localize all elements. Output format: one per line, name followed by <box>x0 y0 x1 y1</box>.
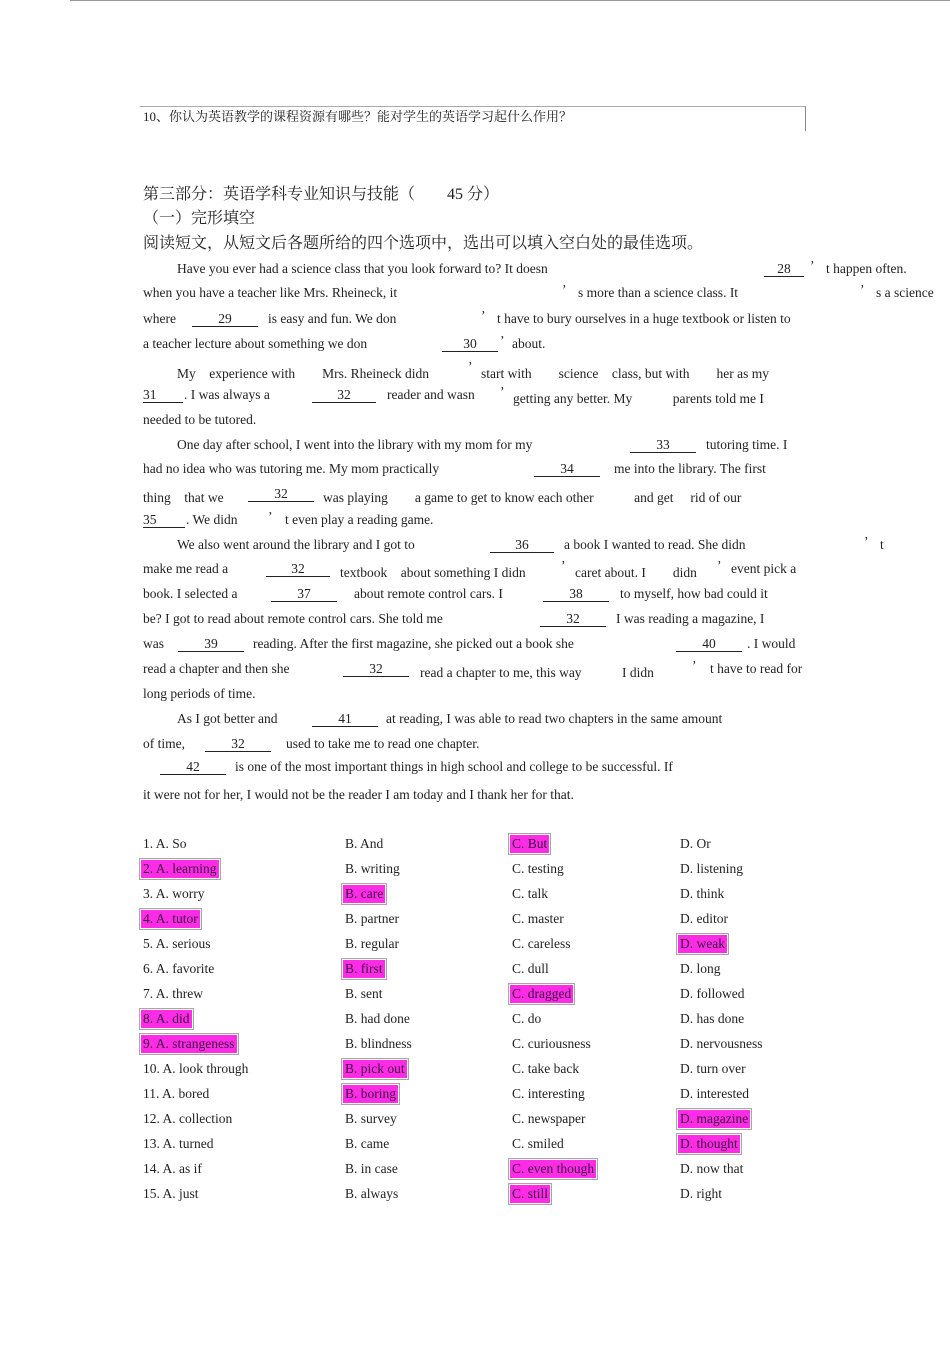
apostrophe: ’ <box>860 282 865 297</box>
apostrophe: ’ <box>717 558 722 573</box>
blank-31: 31 <box>143 387 183 403</box>
passage-text: when you have a teacher like Mrs. Rheineck, it <box>143 285 398 300</box>
option-12-a: 12. A. collection <box>143 1111 233 1126</box>
passage-text: where <box>143 311 176 326</box>
passage-text: is one of the most important things in high school and college to be successful. If <box>235 759 673 774</box>
blank-28: 28 <box>764 261 804 277</box>
blank-32: 32 <box>540 611 606 627</box>
option-10-a: 10. A. look through <box>143 1061 249 1076</box>
apostrophe: ’ <box>468 359 473 374</box>
option-13-d-highlighted: D. thought <box>680 1136 738 1151</box>
option-13-c: C. smiled <box>512 1136 564 1151</box>
option-5-c: C. careless <box>512 936 571 951</box>
passage-text: is easy and fun. We don <box>268 311 397 326</box>
blank-32: 32 <box>205 736 271 752</box>
blank-33: 33 <box>630 437 696 453</box>
section-title: （一）完形填空 <box>143 210 256 227</box>
option-3-a: 3. A. worry <box>143 886 205 901</box>
passage-text: t <box>880 537 884 552</box>
passage-text: s a science <box>876 285 934 300</box>
blank-40: 40 <box>676 636 742 652</box>
part-3-title: 第三部分：英语学科专业知识与技能（ 45 分） <box>143 186 500 203</box>
passage-text: My experience with Mrs. Rheineck didn <box>177 366 429 381</box>
passage-text: it were not for her, I would not be the reader I am today and I thank her for that. <box>143 787 574 802</box>
passage-text: used to take me to read one chapter. <box>286 736 480 751</box>
passage-text: long periods of time. <box>143 686 256 701</box>
passage-text: had no idea who was tutoring me. My mom practically <box>143 461 440 476</box>
instructions: 阅读短文，从短文后各题所给的四个选项中，选出可以填入空白处的最佳选项。 <box>143 235 704 252</box>
option-8-c: C. do <box>512 1011 542 1026</box>
option-4-a-highlighted: 4. A. tutor <box>143 911 198 926</box>
option-8-b: B. had done <box>345 1011 410 1026</box>
passage-text: I was reading a magazine, I <box>616 611 765 626</box>
top-rule <box>70 0 950 1</box>
option-2-b: B. writing <box>345 861 400 876</box>
passage-text: a book I wanted to read. She didn <box>564 537 746 552</box>
option-10-d: D. turn over <box>680 1061 746 1076</box>
option-10-c: C. take back <box>512 1061 580 1076</box>
question-10: 10、你认为英语教学的课程资源有哪些？能对学生的英语学习起什么作用？ <box>143 109 573 124</box>
apostrophe: ’ <box>864 534 869 549</box>
passage-text: was playing a game to get to know each other and get rid of our <box>323 490 742 505</box>
option-8-a-highlighted: 8. A. did <box>143 1011 190 1026</box>
passage-text: t have to bury ourselves in a huge textbook or listen to <box>497 311 791 326</box>
option-9-d: D. nervousness <box>680 1036 763 1051</box>
passage-text: textbook about something I didn <box>340 565 526 580</box>
passage-text: book. I selected a <box>143 586 238 601</box>
option-1-b: B. And <box>345 836 384 851</box>
passage-text: Have you ever had a science class that you look forward to? It doesn <box>177 261 548 276</box>
option-7-b: B. sent <box>345 986 383 1001</box>
passage-text: about remote control cars. I <box>354 586 503 601</box>
option-6-b-highlighted: B. first <box>345 961 383 976</box>
option-9-b: B. blindness <box>345 1036 412 1051</box>
option-1-c-highlighted: C. But <box>512 836 548 851</box>
option-13-a: 13. A. turned <box>143 1136 214 1151</box>
passage-text: One day after school, I went into the library with my mom for my <box>177 437 533 452</box>
option-13-b: B. came <box>345 1136 390 1151</box>
option-11-c: C. interesting <box>512 1086 585 1101</box>
passage-text: be? I got to read about remote control cars. She told me <box>143 611 443 626</box>
option-15-c-highlighted: C. still <box>512 1186 549 1201</box>
apostrophe: ’ <box>500 333 505 348</box>
option-15-d: D. right <box>680 1186 722 1201</box>
option-6-a: 6. A. favorite <box>143 961 215 976</box>
option-14-a: 14. A. as if <box>143 1161 202 1176</box>
passage-text: We also went around the library and I got to <box>177 537 415 552</box>
option-12-d-highlighted: D. magazine <box>680 1111 749 1126</box>
passage-text: start with science class, but with her as my <box>481 366 769 381</box>
blank-41: 41 <box>312 711 378 727</box>
apostrophe: ’ <box>810 258 815 273</box>
passage-text: at reading, I was able to read two chapters in the same amount <box>386 711 723 726</box>
blank-30: 30 <box>442 336 498 352</box>
blank-32: 32 <box>266 561 330 577</box>
option-15-a: 15. A. just <box>143 1186 199 1201</box>
blank-39: 39 <box>178 636 244 652</box>
passage-text: about. <box>512 336 546 351</box>
passage-text: thing that we <box>143 490 224 505</box>
option-11-a: 11. A. bored <box>143 1086 210 1101</box>
apostrophe: ’ <box>692 658 697 673</box>
passage-text: getting any better. My parents told me I <box>513 391 764 406</box>
option-2-c: C. testing <box>512 861 564 876</box>
passage-text: a teacher lecture about something we don <box>143 336 368 351</box>
blank-29: 29 <box>192 311 258 327</box>
passage-text: . I would <box>747 636 796 651</box>
option-7-a: 7. A. threw <box>143 986 203 1001</box>
passage-text: make me read a <box>143 561 229 576</box>
blank-36: 36 <box>490 537 554 553</box>
blank-32: 32 <box>312 387 376 403</box>
option-5-b: B. regular <box>345 936 399 951</box>
option-3-d: D. think <box>680 886 725 901</box>
apostrophe: ’ <box>268 509 273 524</box>
passage-text: read a chapter and then she <box>143 661 290 676</box>
passage-text: t have to read for <box>710 661 803 676</box>
passage-text: me into the library. The first <box>614 461 766 476</box>
option-15-b: B. always <box>345 1186 399 1201</box>
option-14-c-highlighted: C. even though <box>512 1161 595 1176</box>
blank-38: 38 <box>543 586 609 602</box>
option-2-d: D. listening <box>680 861 743 876</box>
passage-text: As I got better and <box>177 711 278 726</box>
option-7-c-highlighted: C. dragged <box>512 986 572 1001</box>
option-12-b: B. survey <box>345 1111 397 1126</box>
option-3-b-highlighted: B. care <box>345 886 384 901</box>
blank-34: 34 <box>534 461 600 477</box>
option-12-c: C. newspaper <box>512 1111 586 1126</box>
blank-35: 35 <box>143 512 185 528</box>
blank-32: 32 <box>248 486 314 502</box>
option-10-b-highlighted: B. pick out <box>345 1061 405 1076</box>
blank-37: 37 <box>271 586 337 602</box>
passage-text: was <box>143 636 164 651</box>
option-4-d: D. editor <box>680 911 728 926</box>
blank-32: 32 <box>343 661 409 677</box>
option-9-a-highlighted: 9. A. strangeness <box>143 1036 235 1051</box>
option-7-d: D. followed <box>680 986 745 1001</box>
passage-text: tutoring time. I <box>706 437 788 452</box>
option-5-a: 5. A. serious <box>143 936 211 951</box>
passage-text: read a chapter to me, this way I didn <box>420 665 654 680</box>
apostrophe: ’ <box>561 558 566 573</box>
apostrophe: ’ <box>500 384 505 399</box>
passage-text: to myself, how bad could it <box>620 586 768 601</box>
passage-text: s more than a science class. It <box>578 285 739 300</box>
option-11-d: D. interested <box>680 1086 749 1101</box>
option-11-b-highlighted: B. boring <box>345 1086 397 1101</box>
apostrophe: ’ <box>481 308 486 323</box>
option-9-c: C. curiousness <box>512 1036 591 1051</box>
option-6-c: C. dull <box>512 961 549 976</box>
passage-text: needed to be tutored. <box>143 412 257 427</box>
option-4-c: C. master <box>512 911 564 926</box>
passage-text: of time, <box>143 736 185 751</box>
passage-text: event pick a <box>731 561 797 576</box>
passage-text: reader and wasn <box>387 387 475 402</box>
passage-text: . I was always a <box>184 387 270 402</box>
passage-text: t happen often. <box>826 261 907 276</box>
option-1-d: D. Or <box>680 836 711 851</box>
blank-42: 42 <box>160 759 226 775</box>
option-14-b: B. in case <box>345 1161 398 1176</box>
passage-text: caret about. I didn <box>575 565 697 580</box>
option-14-d: D. now that <box>680 1161 744 1176</box>
passage-text: . We didn <box>186 512 238 527</box>
apostrophe: ’ <box>562 282 567 297</box>
option-6-d: D. long <box>680 961 721 976</box>
option-4-b: B. partner <box>345 911 399 926</box>
option-5-d-highlighted: D. weak <box>680 936 725 951</box>
option-2-a-highlighted: 2. A. learning <box>143 861 217 876</box>
passage-text: t even play a reading game. <box>285 512 434 527</box>
option-1-a: 1. A. So <box>143 836 187 851</box>
option-8-d: D. has done <box>680 1011 745 1026</box>
option-3-c: C. talk <box>512 886 548 901</box>
passage-text: reading. After the first magazine, she picked out a book she <box>253 636 574 651</box>
